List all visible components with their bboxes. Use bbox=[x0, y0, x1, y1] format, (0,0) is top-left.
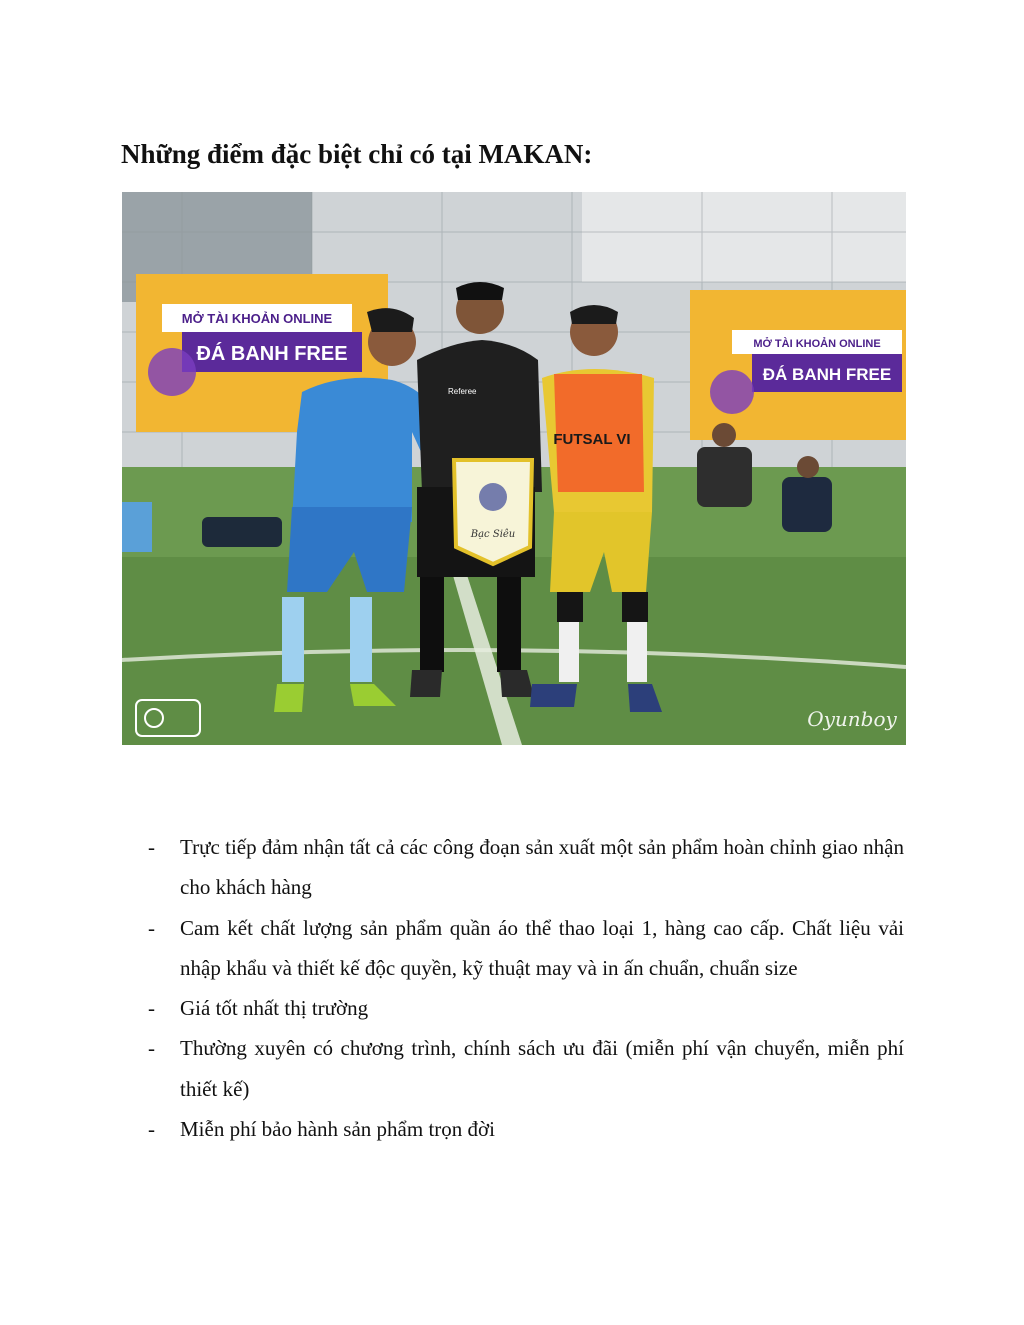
list-item bbox=[148, 908, 904, 989]
pennant bbox=[454, 460, 532, 564]
list-marker: - bbox=[148, 835, 155, 859]
background-wall-right bbox=[582, 192, 906, 282]
photo-signature: Oyunboy bbox=[807, 707, 897, 731]
referee-badge: Referee bbox=[448, 387, 477, 396]
list-item-text: Trực tiếp đảm nhận tất cả các công đoạn sản xuất một sản phẩm hoàn chỉnh giao nhận cho khách hàng bbox=[180, 835, 904, 900]
football-ceremony-photo bbox=[122, 192, 906, 745]
list-item-text: Cam kết chất lượng sản phẩm quần áo thể thao loại 1, hàng cao cấp. Chất liệu vải nhập khẩu và thiết kế độc quyền, kỹ thuật may và in ấn chuẩn, chuẩn size bbox=[180, 915, 904, 980]
jersey-text: FUTSAL VI bbox=[553, 431, 631, 448]
right-banner-line2: ĐÁ BANH FREE bbox=[762, 365, 892, 384]
list-item-text: Miễn phí bảo hành sản phẩm trọn đời bbox=[180, 1117, 495, 1142]
list-marker: - bbox=[148, 996, 155, 1021]
photo-illustration bbox=[122, 192, 906, 745]
list-item bbox=[148, 827, 904, 908]
left-banner-line2: ĐÁ BANH FREE bbox=[196, 343, 348, 365]
list-item bbox=[148, 1109, 904, 1149]
list-item bbox=[148, 1028, 904, 1109]
right-banner-line1: MỞ TÀI KHOẢN ONLINE bbox=[753, 338, 881, 350]
list-item-text: Thường xuyên có chương trình, chính sách ưu đãi (miễn phí vận chuyển, miễn phí thiết kế) bbox=[180, 1036, 904, 1101]
pennant-text: Bạc Siêu bbox=[470, 529, 516, 540]
feature-list bbox=[148, 827, 904, 1149]
list-marker: - bbox=[148, 1036, 155, 1061]
right-banner bbox=[690, 290, 906, 440]
list-marker: - bbox=[148, 1117, 155, 1142]
page-title: Những điểm đặc biệt chỉ có tại MAKAN: bbox=[121, 139, 593, 169]
list-item bbox=[148, 988, 904, 1028]
list-item-text: Giá tốt nhất thị trường bbox=[180, 996, 369, 1021]
left-banner-line1: MỞ TÀI KHOẢN ONLINE bbox=[181, 311, 333, 326]
list-marker: - bbox=[148, 915, 155, 940]
